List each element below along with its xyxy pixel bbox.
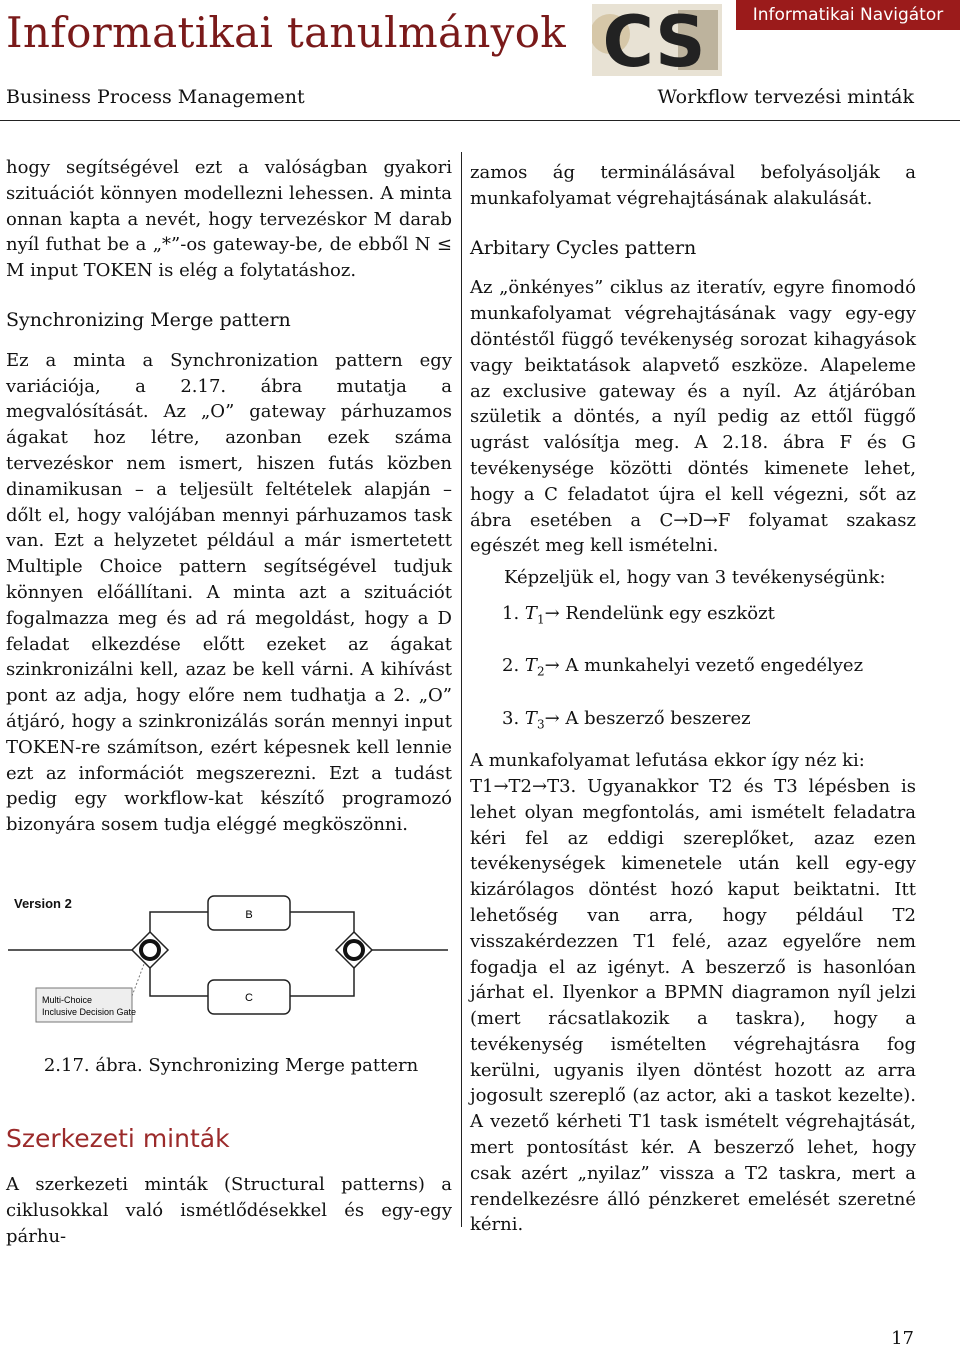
navigator-label: Informatikai Navigátor [736, 0, 960, 30]
list-item: 2. $T_2\to A$ munkahelyi vezető engedélyez [502, 655, 864, 679]
page-number: 17 [891, 1328, 914, 1349]
right-paragraph-4b: T1→T2→T3. Ugyanakkor T2 és T3 lépésben is lehet olyan megfontolás, ami ismételt feladatra kéri fel az eddigi szereplőket, azaz ezen tevékenységek kimenetele után kell egy-egy kizárólagos döntést hozó kaput beiktatni. Itt lehetőség van arra, hogy például T2 visszakérdezzen T1 felé, azaz egyelőre nem fogadja el az igényt. A beszerző is hasonlóan járhat el. Ilyenkor a BPMN diagramon nyíl jelzi (mert rácsatlakozik a taskra), hogy a tevékenység ismételten végrehajtásra fog kerülni, ugyanis ilyen döntést hozott az arra jogosult szereplő (az actor, aki a taskot kezelte). A vezető kérheti T1 task ismételt végrehajtását, mert pontosítást kér. A beszerző lehet, hogy csak azért „nyilaz” vissza a T2 taskra, mert a rendelkezésre álló pénzkeret emelését szeretné kérni. [470, 775, 916, 1236]
split-gateway-circle-icon [141, 941, 159, 959]
left-paragraph-3: A szerkezeti minták (Structural patterns) a ciklusokkal való ismétlődésekkel és egy-egy párhu- [6, 1174, 452, 1247]
left-paragraph-1: hogy segítségével ezt a valóságban gyakori szituációt könnyen modellezni lehessen. A minta onnan kapta a nevét, hogy tervezéskor M darab nyíl futhat be a „*”-os gateway-be, de ebből N ≤ M input TOKEN is elég a folytatáshoz. [6, 157, 452, 282]
annotation-line-1: Multi-Choice [42, 995, 93, 1005]
article-subtitle: Workflow tervezési minták [657, 86, 914, 108]
logo-text: CS [602, 4, 706, 76]
header-rule [0, 120, 960, 121]
right-paragraph-3: Képzeljük el, hogy van 3 tevékenységünk: [504, 567, 886, 589]
left-column-bottom [6, 1172, 452, 1249]
task-c-label: C [245, 992, 253, 1004]
left-column [6, 155, 452, 838]
right-paragraph-1: zamos ág terminálásával befolyásolják a munkafolyamat végrehajtásának alakulását. [470, 162, 916, 209]
sync-merge-heading: Synchronizing Merge pattern [6, 308, 291, 331]
right-paragraph-4a: A munkafolyamat lefutása ekkor így néz ki: [470, 750, 865, 772]
diagram-version-label: Version 2 [14, 896, 72, 911]
annotation-line-2: Inclusive Decision Gate [42, 1007, 137, 1017]
list-item: 3. $T_3\to A$ beszerző beszerez [502, 707, 751, 732]
list-item: 1. $T_1\to$ Rendelünk egy eszközt [502, 602, 775, 627]
task-b-label: B [245, 909, 253, 921]
cs-logo [592, 4, 722, 76]
right-column [470, 160, 916, 1238]
arbitrary-cycles-heading: Arbitary Cycles pattern [470, 236, 697, 259]
section-subtitle: Business Process Management [6, 86, 305, 108]
bpmn-diagram [8, 888, 448, 1036]
figure-caption: 2.17. ábra. Synchronizing Merge pattern [43, 1055, 419, 1076]
right-paragraph-2: Az „önkényes” ciklus az iteratív, egyre finomodó munkafolyamat végrehajtásának vagy egy-egy döntéstől függő tevékenység sorozat kihagyások vagy beiktatások alapvető eszköze. Alapeleme az exclusive gateway és a nyíl. Az átjáróban születik a döntés, a nyíl pedig az ettől függő ugrást valósítja meg. A 2.18. ábra F és G tevékenysége közötti döntés kimenete lehet, hogy a C feladatot újra el kell végezni, sőt az ábra esetében a C→D→F folyamat szakasz egészét meg kell ismételni. [470, 277, 916, 557]
structural-patterns-heading: Szerkezeti minták [6, 1124, 230, 1153]
merge-gateway-circle-icon [345, 941, 363, 959]
column-divider [461, 152, 462, 1227]
activity-list [470, 601, 916, 738]
journal-title: Informatikai tanulmányok [6, 8, 567, 57]
left-paragraph-2: Ez a minta a Synchronization pattern egy variációja, a 2.17. ábra mutatja a megvalósítását. Az „O” gateway párhuzamos ágakat hoz létre, azonban ezek száma tervezéskor nem ismert, hiszen futás közben dinamikusan – a teljesült feltételek alapján – dőlt el, hogy valójában mennyi párhuzamos task van. Ezt a helyzetet például a már ismertetett Multiple Choice pattern segítségével tudjuk könnyen előállítani. A minta azt a szituációt fogalmazza meg és ad rá megoldást, hogy a D feladat elkezdése előtt ezeket az ágakat szinkronizálni kell, azaz be kell várni. A kihívást pont az adja, hogy előre nem tudhatja a 2. „O” átjáró, hogy a szinkronizálás során mennyi input TOKEN-re számítson, ezért képesnek kell lennie ezt az információt megszerezni. Ezt a tudást pedig egy workflow-kat készítő programozó bizonyára sosem tudja eléggé megköszönni. [6, 349, 452, 836]
